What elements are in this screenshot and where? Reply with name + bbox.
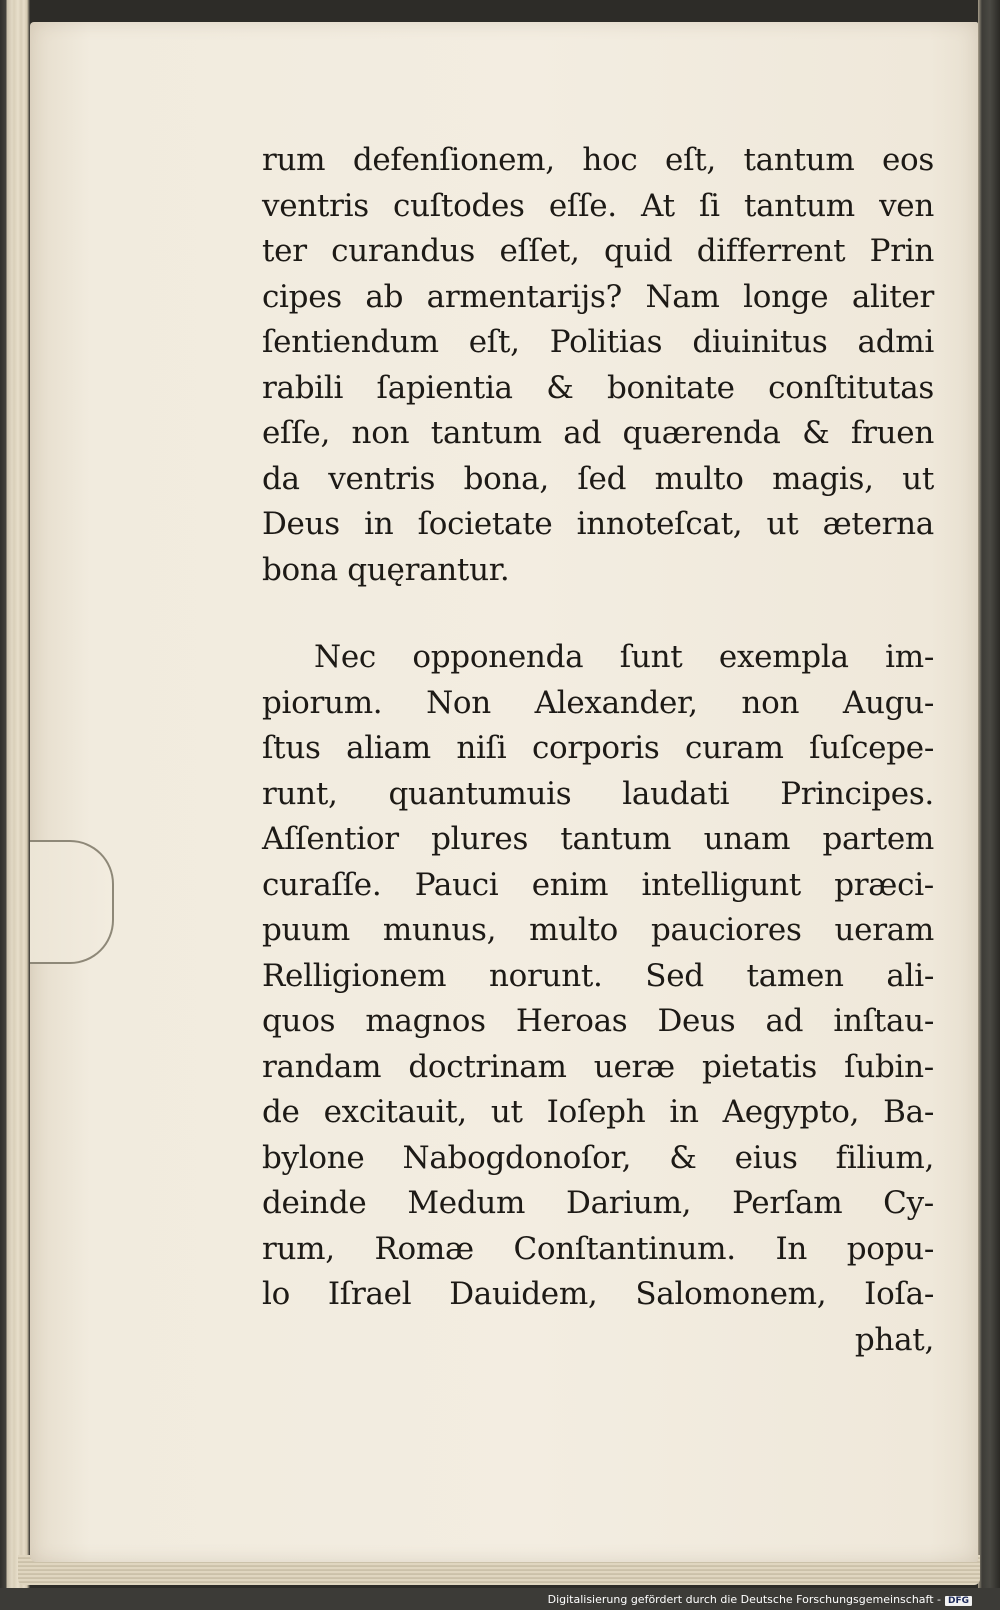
text-line: ter curandus eſſet, quid differrent Prin [262,233,934,269]
text-line: cipes ab armentarijs? Nam longe aliter [262,278,934,315]
text-line: da ventris bona, ſed multo magis, ut [262,460,934,497]
text-line: Relligionem norunt. Sed tamen ali- [262,957,934,994]
text-line: Aſſentior plures tantum unam partem [262,821,934,857]
text-line: rabili ſapientia & bonitate conſtitutas [262,369,934,406]
text-line: Nec opponenda ſunt exempla im- [314,639,934,675]
text-line: quos magnos Heroas Deus ad inſtau- [262,1003,934,1039]
dfg-logo: DFG [945,1596,972,1606]
text-line: rum defenſionem, hoc eſt, tantum eos [262,142,934,178]
text-line: randam doctrinam ueræ pietatis ſubin- [262,1048,934,1085]
catchword: phat, [854,1321,934,1358]
credit-text: Digitalisierung gefördert durch die Deutsche Forschungsgemeinschaft - [547,1593,941,1606]
digitization-credit [548,1593,972,1606]
text-line: puum munus, multo pauciores ueram [262,912,934,948]
text-line: curaſſe. Pauci enim intelligunt præci- [262,866,934,903]
text-line: eſſe, non tantum ad quærenda & fruen [262,415,934,451]
text-line: Deus in ſocietate innoteſcat, ut æterna [262,506,934,542]
paragraph-gap [262,593,934,635]
text-line: piorum. Non Alexander, non Augu- [262,684,934,721]
text-line: lo Iſrael Dauidem, Salomonem, Ioſa- [262,1276,934,1312]
text-body [262,138,934,1363]
text-line: de excitauit, ut Ioſeph in Aegypto, Ba- [262,1094,934,1130]
page-clip [30,840,114,964]
book-spine-edge [978,0,1000,1588]
text-line: bylone Nabogdonoſor, & eius filium, [262,1139,934,1176]
text-line: ventris cuſtodes eſſe. At ſi tantum ven [262,187,934,224]
text-line: bona quęrantur. [262,551,510,588]
text-line: runt, quantumuis laudati Principes. [262,775,934,812]
text-line: ſtus aliam niſi corporis curam ſuſcepe- [262,730,934,766]
text-line: ſentiendum eſt, Politias diuinitus admi [262,324,934,360]
text-line: deinde Medum Darium, Perſam Cy- [262,1185,934,1221]
text-line: rum, Romæ Conſtantinum. In popu- [262,1230,934,1267]
